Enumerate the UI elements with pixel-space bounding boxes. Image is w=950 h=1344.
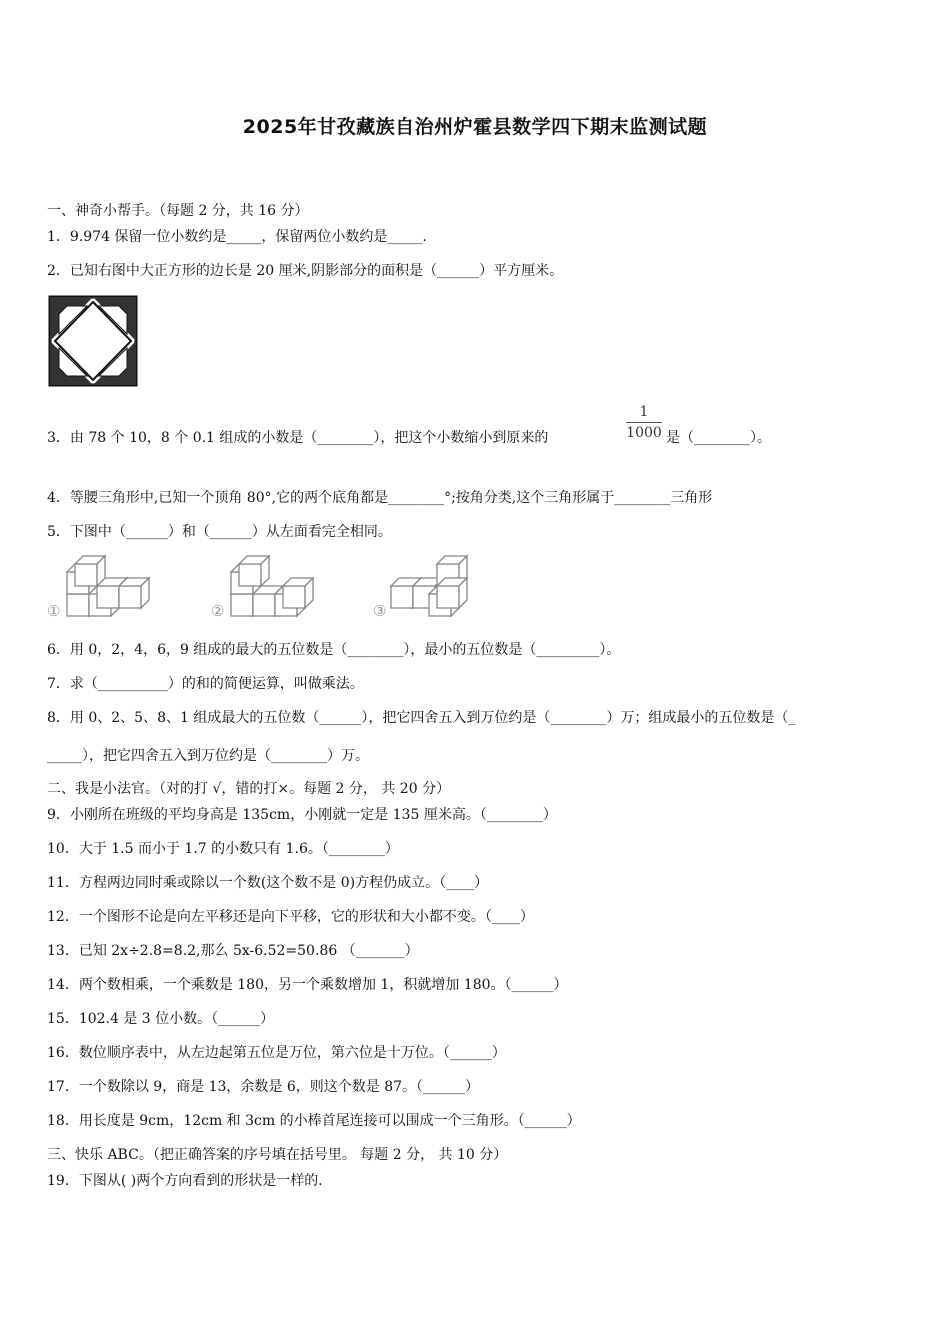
cube-label-1: ①: [47, 602, 61, 620]
cube-label-3: ③: [373, 602, 387, 620]
fraction-bar: [626, 422, 662, 423]
question-2: 2．已知右图中大正方形的边长是 20 厘米,阴影部分的面积是（______）平方厘米。: [47, 263, 564, 279]
question-9: 9．小刚所在班级的平均身高是 135cm，小刚就一定是 135 厘米高。（________）: [47, 807, 557, 823]
cube-figures: [45, 552, 485, 624]
question-6: 6．用 0，2，4，6，9 组成的最大的五位数是（________），最小的五位数是（_________）。: [47, 642, 621, 658]
question-3-part-b: 是（________）。: [666, 430, 771, 446]
question-3-part-a: 3．由 78 个 10，8 个 0.1 组成的小数是（________），把这个小数缩小到原来的: [47, 430, 549, 446]
question-11: 11．方程两边同时乘或除以一个数(这个数不是 0)方程仍成立。（____）: [47, 875, 489, 891]
cube-figure-1: [47, 556, 149, 620]
question-16: 16．数位顺序表中，从左边起第五位是万位，第六位是十万位。（______）: [47, 1045, 506, 1061]
cube-figure-3: [373, 556, 467, 620]
question-10: 10．大于 1.5 而小于 1.7 的小数只有 1.6。（________）: [47, 841, 399, 857]
question-8-part-a: 8．用 0、2、5、8、1 组成最大的五位数（______），把它四舍五入到万位约是（________）万；组成最小的五位数是（_: [47, 710, 796, 726]
question-1: 1．9.974 保留一位小数约是_____，保留两位小数约是_____.: [47, 229, 427, 245]
cube-figure-2: [211, 556, 313, 620]
question-15: 15．102.4 是 3 位小数。（______）: [47, 1011, 275, 1027]
fraction-denominator: 1000: [626, 425, 662, 441]
fraction-numerator: 1: [639, 404, 649, 420]
question-8-part-b: _____），把它四舍五入到万位约是（________）万。: [47, 748, 369, 764]
section-3-heading: 三、快乐 ABC。（把正确答案的序号填在括号里。 每题 2 分， 共 10 分）: [47, 1147, 508, 1163]
section-2-heading: 二、我是小法官。（对的打 √，错的打×。每题 2 分， 共 20 分）: [47, 781, 451, 797]
question-18: 18．用长度是 9cm，12cm 和 3cm 的小棒首尾连接可以围成一个三角形。（______）: [47, 1113, 581, 1129]
cube-label-2: ②: [211, 602, 225, 620]
fraction-one-thousandth: [624, 403, 664, 442]
square-figure: [47, 294, 139, 388]
page-title: 2025年甘孜藏族自治州炉霍县数学四下期末监测试题: [242, 116, 708, 138]
question-5: 5．下图中（______）和（______）从左面看完全相同。: [47, 524, 392, 540]
question-4: 4．等腰三角形中,已知一个顶角 80°,它的两个底角都是________°;按角分类,这个三角形属于________三角形: [47, 490, 713, 506]
question-14: 14．两个数相乘，一个乘数是 180，另一个乘数增加 1，积就增加 180。（______）: [47, 977, 568, 993]
question-7: 7．求（__________）的和的简便运算，叫做乘法。: [47, 676, 364, 692]
question-12: 12．一个图形不论是向左平移还是向下平移，它的形状和大小都不变。（____）: [47, 909, 534, 925]
section-1-heading: 一、神奇小帮手。（每题 2 分，共 16 分）: [47, 203, 309, 219]
question-17: 17．一个数除以 9，商是 13，余数是 6，则这个数是 87。（______）: [47, 1079, 480, 1095]
question-13: 13．已知 2x÷2.8=8.2,那么 5x-6.52=50.86 （_______）: [47, 943, 419, 959]
question-19: 19．下图从( )两个方向看到的形状是一样的.: [47, 1173, 323, 1189]
